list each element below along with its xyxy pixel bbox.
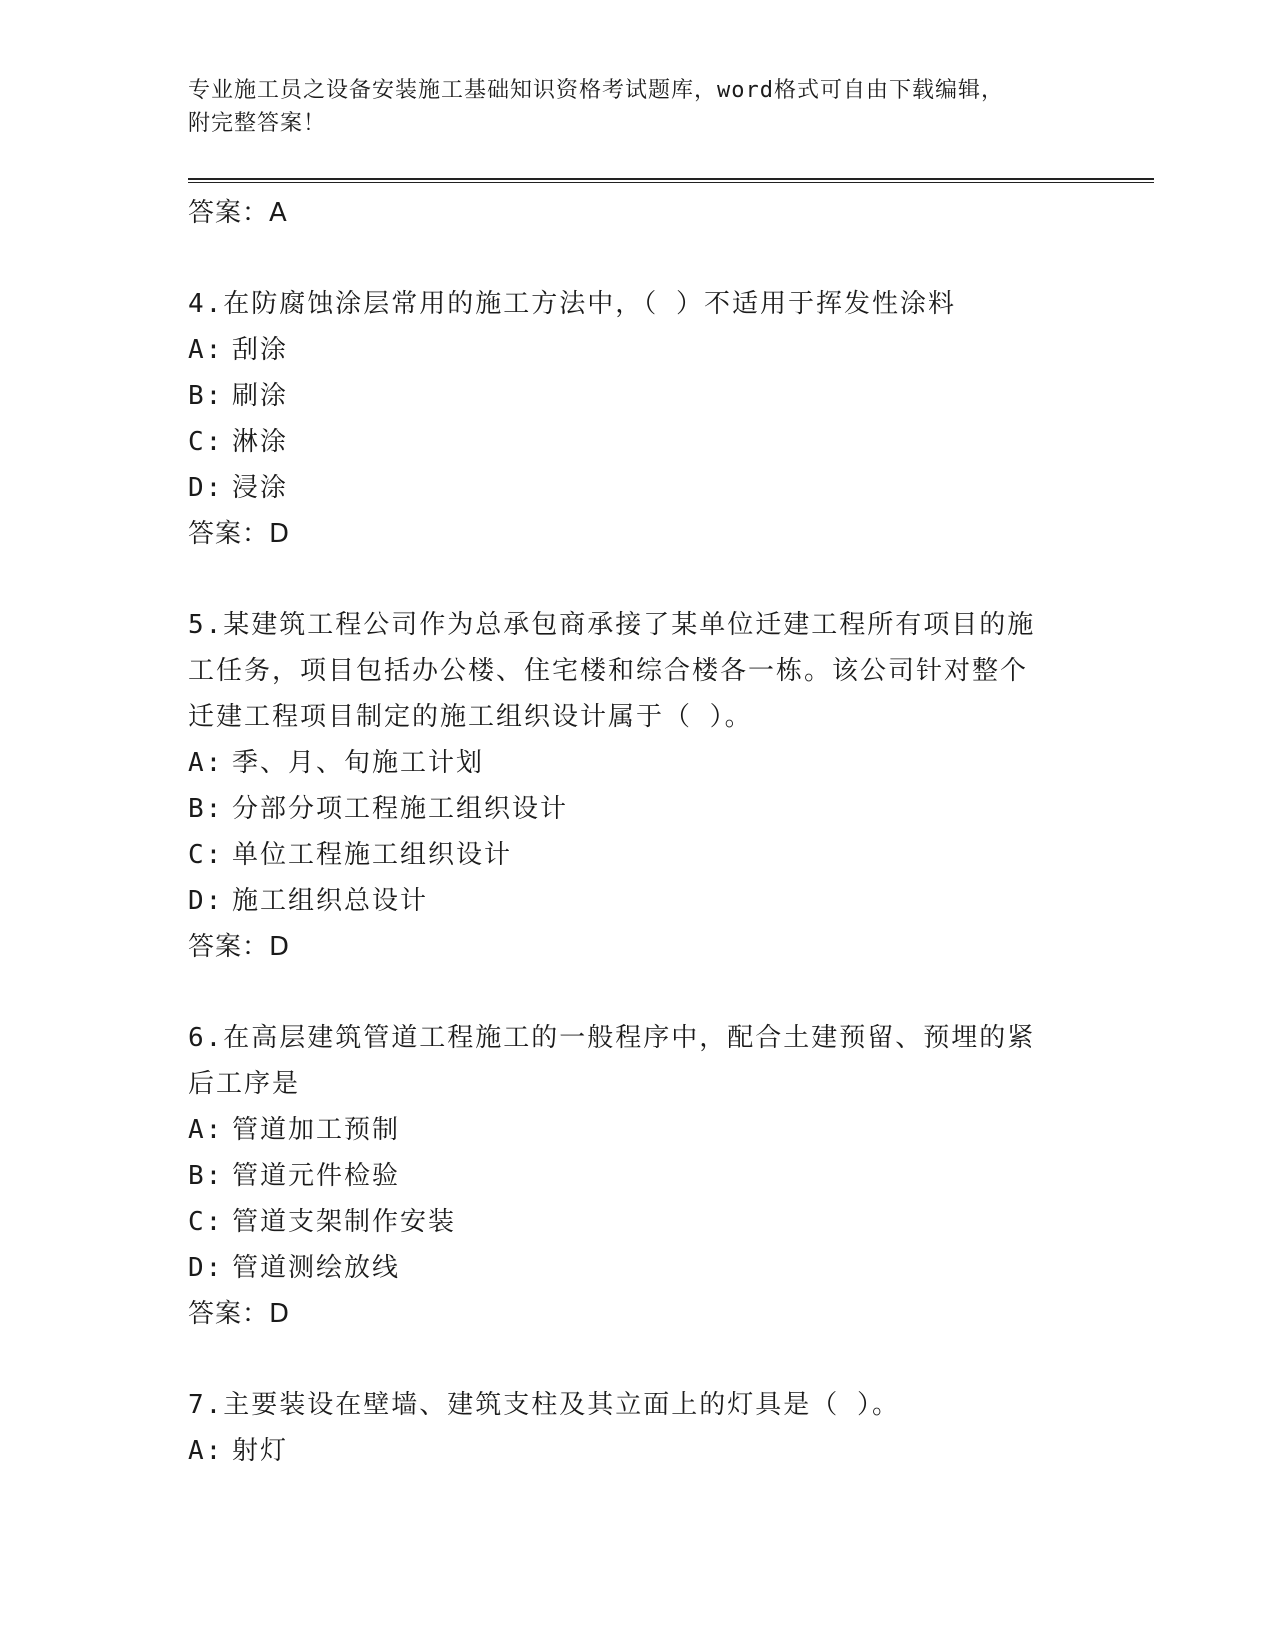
question-stem: 4.在防腐蚀涂层常用的施工方法中，（ ）不适用于挥发性涂料 [188,289,956,319]
option-a [188,1428,1068,1474]
option-text: 射灯 [232,1436,289,1466]
option-b [188,1153,1068,1199]
option-label: B: [188,381,224,411]
option-text: 单位工程施工组织设计 [232,840,513,870]
option-label: D: [188,886,224,916]
answer-line: 答案：D [188,1299,291,1329]
option-label: D: [188,473,224,503]
option-text: 管道测绘放线 [232,1253,401,1283]
question-stem: 后工序是 [188,1069,301,1099]
option-text: 刮涂 [232,335,289,365]
option-label: A: [188,748,224,778]
header-line-1: 专业施工员之设备安装施工基础知识资格考试题库，word格式可自由下载编辑， [188,78,1004,103]
option-label: D: [188,1253,224,1283]
answer-line: 答案：D [188,932,291,962]
header-line-2: 附完整答案！ [188,111,327,136]
option-d [188,465,1068,511]
spacer [188,970,1068,1015]
question-6 [188,1015,1068,1337]
spacer [188,1337,1068,1382]
option-text: 刷涂 [232,381,289,411]
option-d [188,878,1068,924]
document-header [188,74,1048,140]
option-c [188,832,1068,878]
option-b [188,373,1068,419]
spacer [188,236,1068,281]
spacer [188,557,1068,602]
question-stem: 工任务，项目包括办公楼、住宅楼和综合楼各一栋。该公司针对整个 [188,656,1029,686]
option-text: 管道支架制作安装 [232,1207,457,1237]
option-label: B: [188,1161,224,1191]
option-label: C: [188,840,224,870]
option-label: B: [188,794,224,824]
option-label: A: [188,1436,224,1466]
option-a [188,1107,1068,1153]
option-a [188,327,1068,373]
option-text: 季、月、旬施工计划 [232,748,485,778]
option-text: 浸涂 [232,473,289,503]
question-stem: 7.主要装设在壁墙、建筑支柱及其立面上的灯具是（ ）。 [188,1390,900,1420]
header-divider [188,178,1154,183]
question-stem: 6.在高层建筑管道工程施工的一般程序中，配合土建预留、预埋的紧 [188,1023,1036,1053]
option-text: 施工组织总设计 [232,886,429,916]
option-text: 分部分项工程施工组织设计 [232,794,569,824]
option-a [188,740,1068,786]
question-stem: 5.某建筑工程公司作为总承包商承接了某单位迁建工程所有项目的施 [188,610,1036,640]
option-text: 淋涂 [232,427,289,457]
option-d [188,1245,1068,1291]
question-7 [188,1382,1068,1474]
question-5 [188,602,1068,970]
document-page [188,0,1154,1650]
option-label: C: [188,427,224,457]
question-stem: 迁建工程项目制定的施工组织设计属于（ ）。 [188,702,753,732]
option-label: A: [188,1115,224,1145]
option-label: A: [188,335,224,365]
option-c [188,1199,1068,1245]
question-list [188,190,1068,1474]
option-text: 管道加工预制 [232,1115,401,1145]
answer-line: 答案：A [188,198,288,228]
question-4 [188,281,1068,557]
option-text: 管道元件检验 [232,1161,401,1191]
option-label: C: [188,1207,224,1237]
answer-line: 答案：D [188,519,291,549]
option-b [188,786,1068,832]
option-c [188,419,1068,465]
